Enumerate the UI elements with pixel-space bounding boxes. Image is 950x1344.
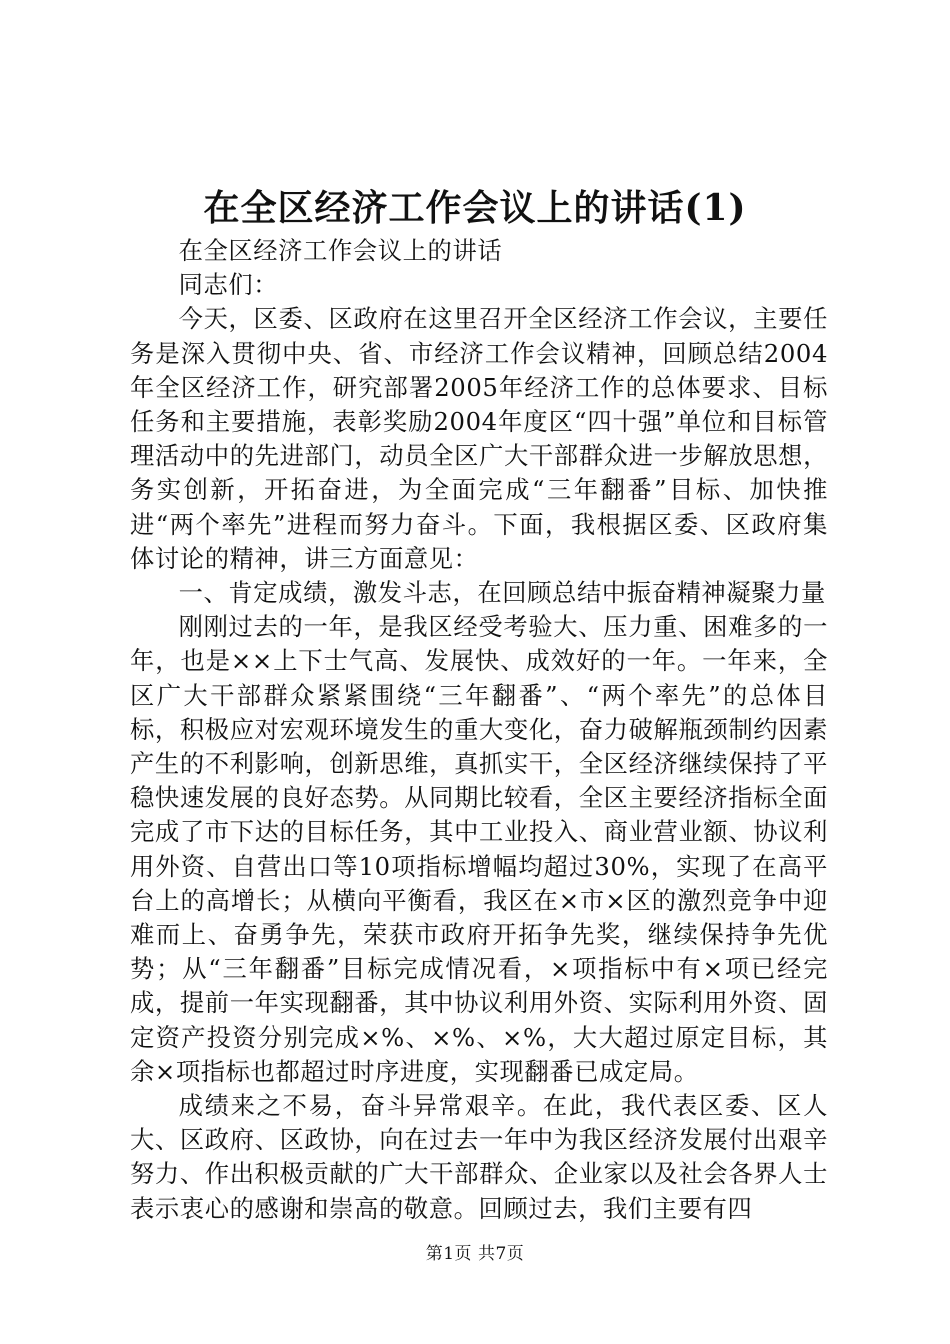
page-footer: 第1页 共7页 <box>425 1244 525 1264</box>
paragraph-subtitle: 在全区经济工作会议上的讲话 <box>178 236 503 265</box>
document-body <box>130 234 828 1226</box>
section-heading-1: 一、肯定成绩，激发斗志，在回顾总结中振奋精神凝聚力量 <box>178 578 826 608</box>
paragraph-review: 刚刚过去的一年，是我区经受考验大、压力重、困难多的一年，也是××上下士气高、发展快、成效好的一年。一年来，全区广大干部群众紧紧围绕“三年翻番”、“两个率先”的总体目标，积极应对宏观环境发生的重大变化，奋力破解瓶颈制约因素产生的不利影响，创新思维，真抓实干，全区经济继续保持了平稳快速发展的良好态势。从同期比较看，全区主要经济指标全面完成了市下达的目标任务，其中工业投入、商业营业额、协议利用外资、自营出口等10项指标增幅均超过30%，实现了在高平台上的高增长；从横向平衡看，我区在×市×区的激烈竞争中迎难而上、奋勇争先，荣获市政府开拓争先奖，继续保持争先优势；从“三年翻番”目标完成情况看，×项指标中有×项已经完成，提前一年实现翻番，其中协议利用外资、实际利用外资、固定资产投资分别完成×%、×%、×%，大大超过原定目标，其余×项指标也都超过时序进度，实现翻番已成定局。 <box>130 612 828 1086</box>
paragraph-salutation: 同志们： <box>178 270 279 300</box>
paragraph-thanks: 成绩来之不易，奋斗异常艰辛。在此，我代表区委、区人大、区政府、区政协，向在过去一年中为我区经济发展付出艰辛努力、作出积极贡献的广大干部群众、企业家以及社会各界人士表示衷心的感谢和崇高的敬意。回顾过去，我们主要有四 <box>130 1091 828 1223</box>
document-title: 在全区经济工作会议上的讲话(1) <box>203 187 747 229</box>
paragraph-intro: 今天，区委、区政府在这里召开全区经济工作会议，主要任务是深入贯彻中央、省、市经济工作会议精神，回顾总结2004年全区经济工作，研究部署2005年经济工作的总体要求、目标任务和主要措施，表彰奖励2004年度区“四十强”单位和目标管理活动中的先进部门，动员全区广大干部群众进一步解放思想，务实创新，开拓奋进，为全面完成“三年翻番”目标、加快推进“两个率先”进程而努力奋斗。下面，我根据区委、区政府集体讨论的精神，讲三方面意见： <box>130 304 828 573</box>
